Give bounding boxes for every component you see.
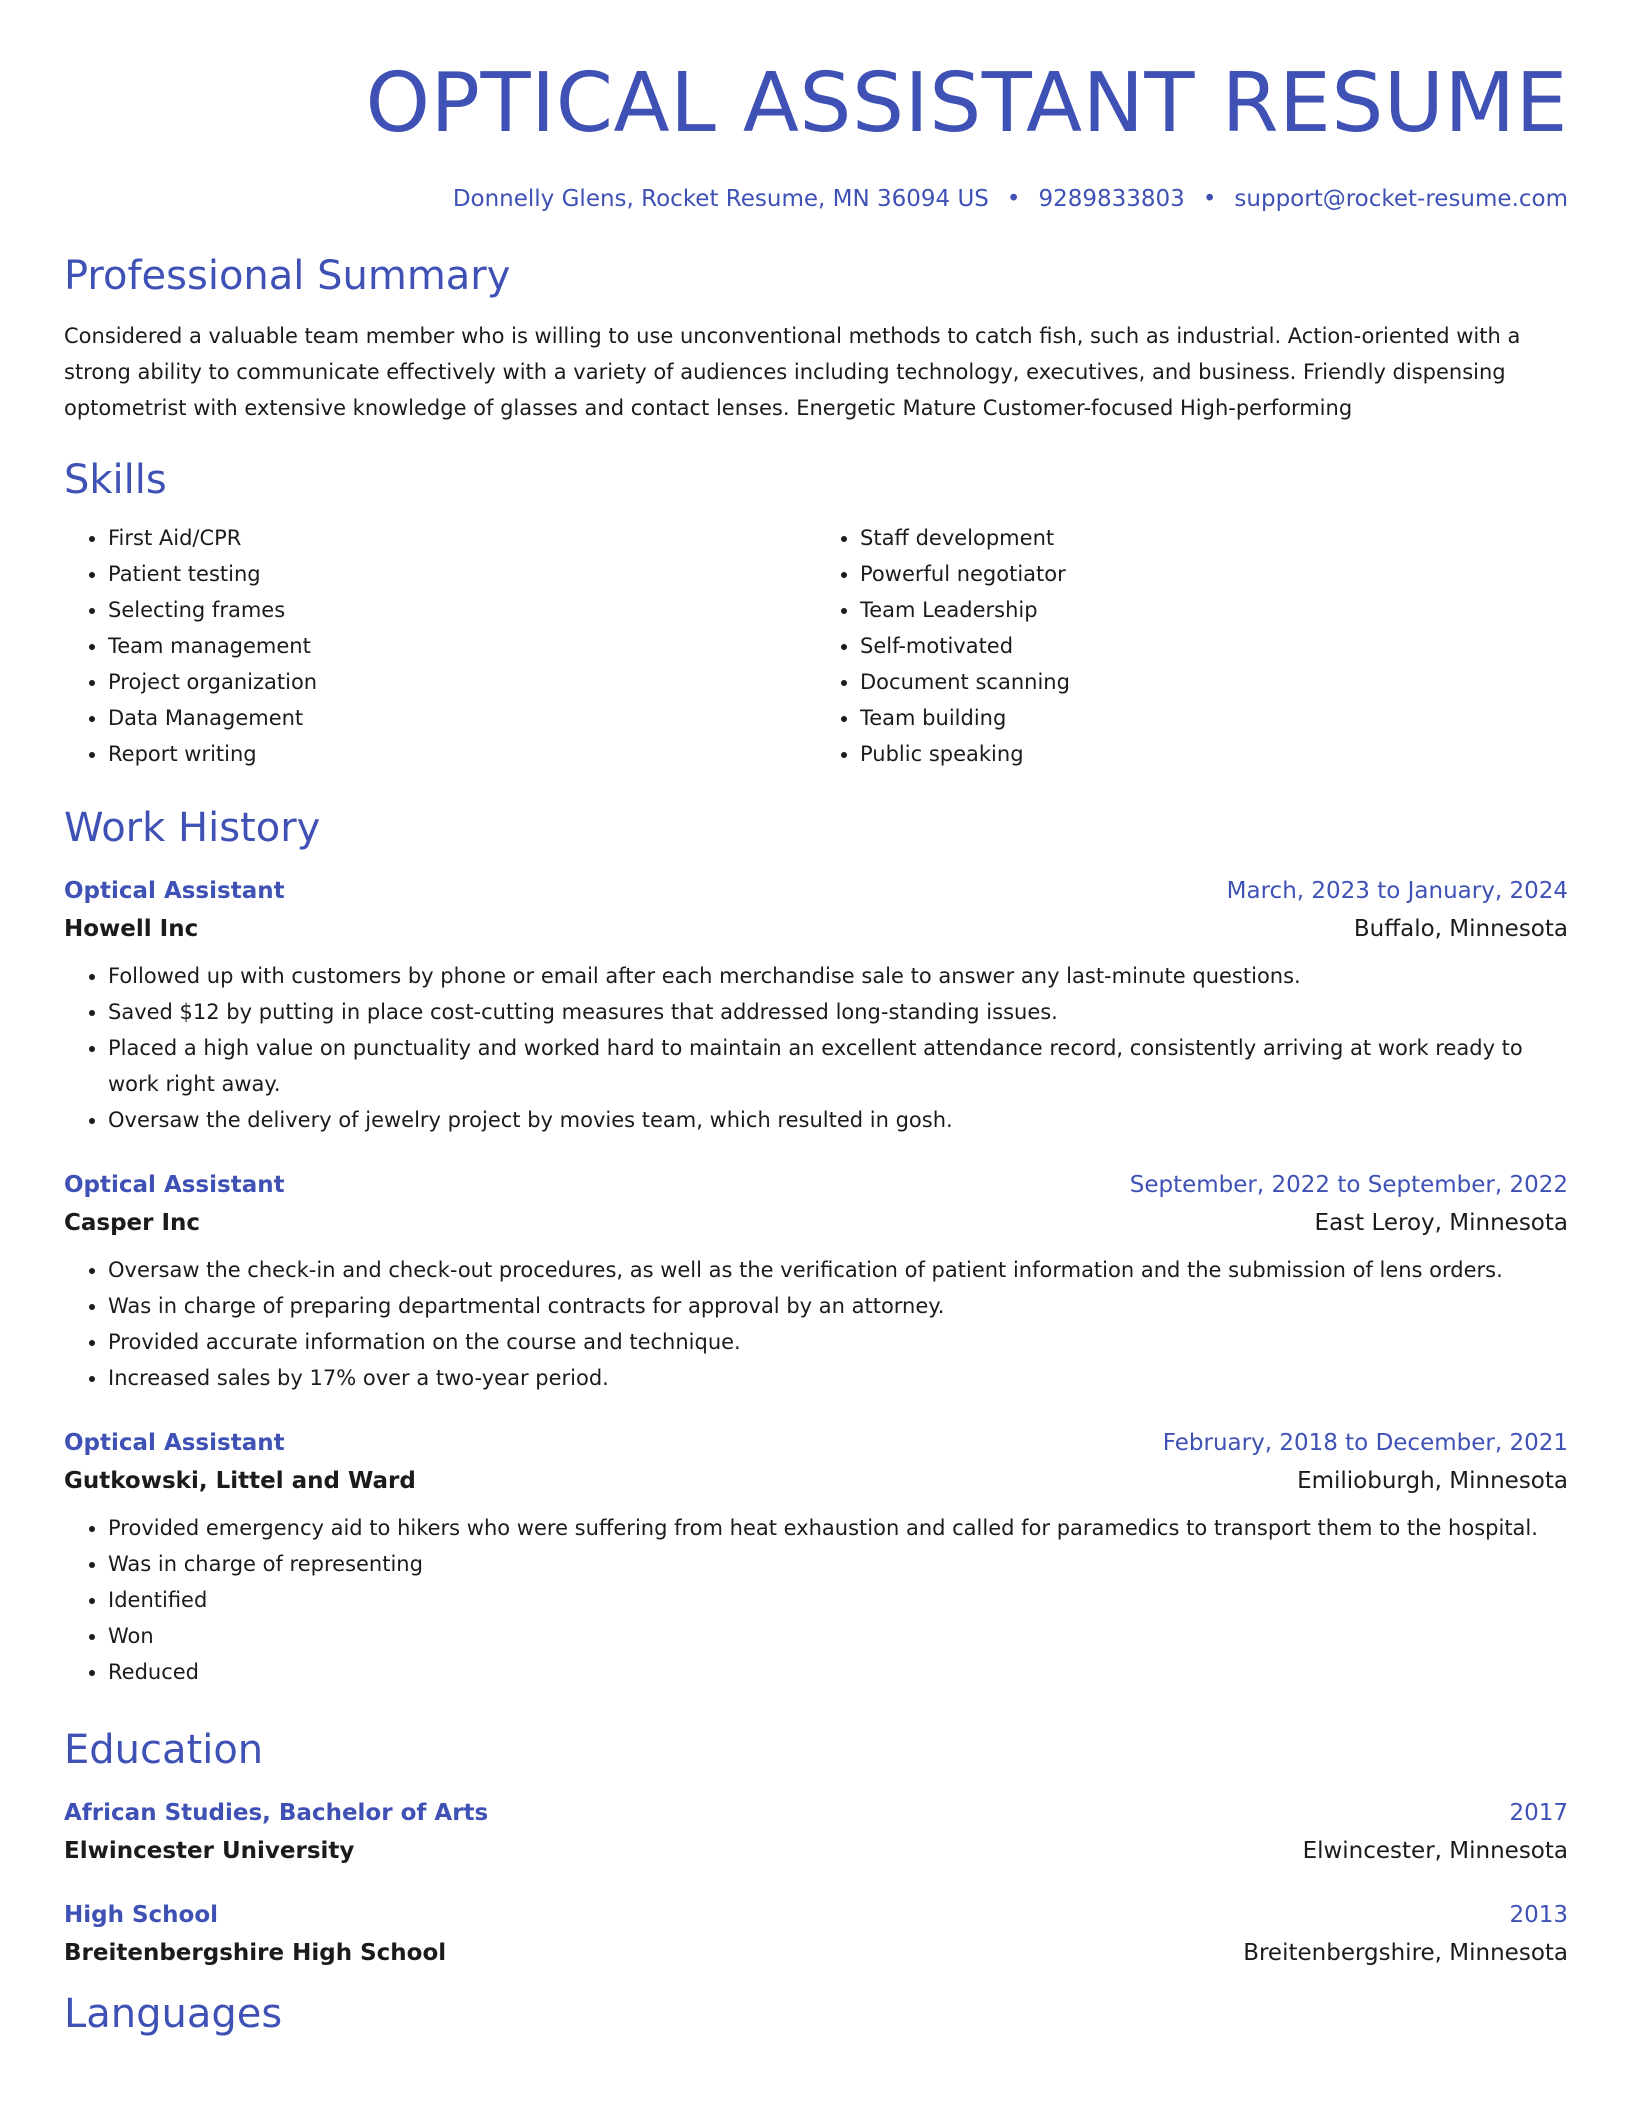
summary-text: Considered a valuable team member who is willing to use unconventional methods to catch fish, such as industrial. Action-oriented with a strong ability to communicate effectively with a variety of audiences including technology, executives, and business. Friendly dispensing optometrist with extensive knowledge of glasses and contact lenses. Energetic Mature Customer-focused High-performing (64, 324, 1521, 420)
education-school-row (64, 1938, 1568, 1968)
job-bullet: • Placed a high value on punctuality and worked hard to maintain an excellent attendance record, consistently arriving at work ready to work right away. (108, 1030, 1568, 1102)
skill-item: • Document scanning (860, 664, 1568, 700)
education-entry (64, 1900, 1568, 1968)
skill-item: • Project organization (108, 664, 816, 700)
skill-item: • Team building (860, 700, 1568, 736)
job-dates: February, 2018 to December, 2021 (1162, 1430, 1568, 1456)
job-bullets (64, 958, 1568, 1138)
job-bullet: • Was in charge of representing (108, 1546, 1568, 1582)
job-bullet: • Identified (108, 1582, 1568, 1618)
job-role: Optical Assistant (64, 878, 285, 904)
job-bullet: • Was in charge of preparing departmental contracts for approval by an attorney. (108, 1288, 1568, 1324)
job-company: Gutkowski, Littel and Ward (64, 1468, 416, 1494)
education-school-row (64, 1836, 1568, 1866)
job-company: Howell Inc (64, 916, 199, 942)
job-dates: September, 2022 to September, 2022 (1129, 1172, 1568, 1198)
education-degree-row (64, 1900, 1568, 1930)
resume-title: OPTICAL ASSISTANT RESUME (365, 56, 1568, 151)
job-dates: March, 2023 to January, 2024 (1226, 878, 1568, 904)
skill-item: • Team management (108, 628, 816, 664)
job-entry (64, 1428, 1568, 1690)
education-entry (64, 1798, 1568, 1866)
education-degree: High School (64, 1902, 219, 1928)
job-company-row (64, 1208, 1568, 1238)
job-bullet: • Reduced (108, 1654, 1568, 1690)
job-bullets (64, 1510, 1568, 1690)
job-role: Optical Assistant (64, 1430, 285, 1456)
education-year: 2017 (1509, 1800, 1568, 1826)
job-company: Casper Inc (64, 1210, 201, 1236)
job-company-row (64, 1466, 1568, 1496)
education-year: 2013 (1509, 1902, 1568, 1928)
job-location: Emilioburgh, Minnesota (1297, 1468, 1568, 1494)
skill-item: • Team Leadership (860, 592, 1568, 628)
section-heading-skills: Skills (64, 457, 167, 503)
education-school: Breitenbergshire High School (64, 1940, 447, 1966)
job-location: East Leroy, Minnesota (1314, 1210, 1568, 1236)
job-bullet: • Saved $12 by putting in place cost-cutting measures that addressed long-standing issues. (108, 994, 1568, 1030)
job-company-row (64, 914, 1568, 944)
job-role-row (64, 1428, 1568, 1458)
contact-line (64, 184, 1568, 214)
skill-item: • First Aid/CPR (108, 520, 816, 556)
skill-item: • Public speaking (860, 736, 1568, 772)
skill-item: • Patient testing (108, 556, 816, 592)
skill-item: • Selecting frames (108, 592, 816, 628)
skill-item: • Report writing (108, 736, 816, 772)
job-role: Optical Assistant (64, 1172, 285, 1198)
contact-separator: • (1006, 186, 1021, 212)
skills-column-right (816, 520, 1568, 772)
job-entry (64, 876, 1568, 1138)
education-location: Elwincester, Minnesota (1302, 1838, 1568, 1864)
job-bullet: • Increased sales by 17% over a two-year period. (108, 1360, 1568, 1396)
skill-item: • Powerful negotiator (860, 556, 1568, 592)
job-bullet: • Won (108, 1618, 1568, 1654)
contact-email[interactable]: support@rocket-resume.com (1234, 186, 1568, 212)
contact-phone: 9289833803 (1038, 186, 1185, 212)
job-bullet: • Oversaw the check-in and check-out procedures, as well as the verification of patient information and the submission of lens orders. (108, 1252, 1568, 1288)
contact-address: Donnelly Glens, Rocket Resume, MN 36094 US (452, 186, 989, 212)
section-heading-education: Education (64, 1727, 264, 1773)
skill-item: • Self-motivated (860, 628, 1568, 664)
skill-item: • Staff development (860, 520, 1568, 556)
education-degree: African Studies, Bachelor of Arts (64, 1800, 489, 1826)
education-location: Breitenbergshire, Minnesota (1243, 1940, 1568, 1966)
job-role-row (64, 1170, 1568, 1200)
job-bullet: • Oversaw the delivery of jewelry project by movies team, which resulted in gosh. (108, 1102, 1568, 1138)
job-location: Buffalo, Minnesota (1353, 916, 1568, 942)
section-heading-languages: Languages (64, 1991, 283, 2037)
job-role-row (64, 876, 1568, 906)
job-bullets (64, 1252, 1568, 1396)
contact-separator: • (1202, 186, 1217, 212)
job-bullet: • Provided emergency aid to hikers who were suffering from heat exhaustion and called for paramedics to transport them to the hospital. (108, 1510, 1568, 1546)
job-entry (64, 1170, 1568, 1396)
job-bullet: • Followed up with customers by phone or email after each merchandise sale to answer any last-minute questions. (108, 958, 1568, 994)
skills-column-left (64, 520, 816, 772)
education-degree-row (64, 1798, 1568, 1828)
section-heading-work-history: Work History (64, 805, 321, 851)
section-heading-summary: Professional Summary (64, 253, 511, 299)
job-bullet: • Provided accurate information on the course and technique. (108, 1324, 1568, 1360)
education-school: Elwincester University (64, 1838, 355, 1864)
skill-item: • Data Management (108, 700, 816, 736)
skills-list (64, 520, 1568, 772)
